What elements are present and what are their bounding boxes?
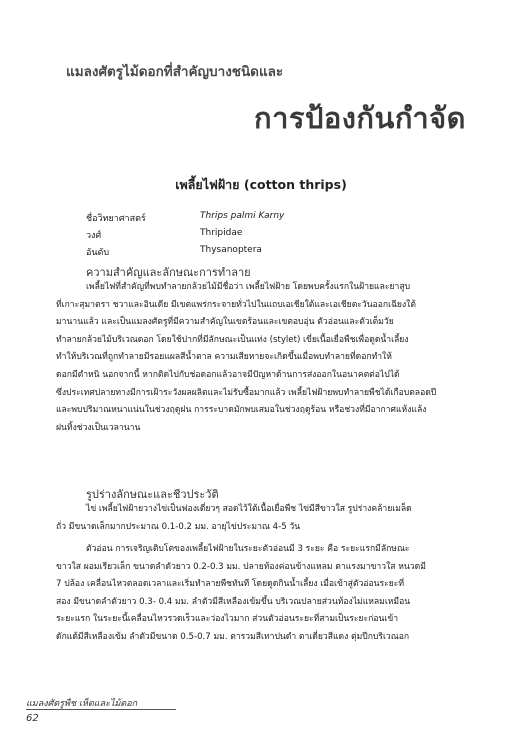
text-line: ระยะแรก ในระยะนี้เคลื่อนไหวรวดเร็วและว่องไวมาก ส่วนตัวอ่อนระยะที่สามเป็นระยะก่อนเข้า	[56, 614, 399, 625]
taxonomy-label: วงศ์	[86, 231, 102, 241]
text-line: ทำให้บริเวณที่ถูกทำลายมีรอยแผลสีน้ำตาล ความเสียหายจะเกิดขึ้นเมื่อพบทำลายที่ดอกทำให้	[56, 352, 392, 363]
text-line: ไข่ เพลี้ยไฟฝ้ายวางไข่เป็นฟองเดี่ยวๆ สอดไว้ใต้เนื้อเยื่อพืช ไข่มีสีขาวใส รูปร่างคล้ายเมล็ด	[86, 504, 412, 514]
text-line: ถั่ว มีขนาดเล็กมากประมาณ 0.1-0.2 มม. อายุไข่ประมาณ 4-5 วัน	[56, 521, 301, 532]
text-line: สอง มีขนาดลำตัวยาว 0.3- 0.4 มม. ลำตัวมีสีเหลืองเข้มขึ้น บริเวณปลายส่วนท้องไม่แหลมเหมือน	[56, 596, 411, 607]
taxonomy-value: Thysanoptera	[200, 245, 262, 255]
paragraph-nymph	[56, 541, 468, 647]
text-line: มานานแล้ว และเป็นแมลงศัตรูที่มีความสำคัญในเขตร้อนและเขตอบอุ่น ตัวอ่อนและตัวเต็มวัย	[56, 317, 394, 328]
text-line: 7 ปล้อง เคลื่อนไหวตลอดเวลาและเริ่มทำลายพืชทันที โดยดูดกินน้ำเลี้ยง เมื่อเข้าสู่ตัวอ่อนระยะที่	[56, 579, 405, 590]
paragraph-importance	[56, 279, 468, 437]
taxonomy-label: อันดับ	[86, 248, 110, 258]
page-number: 62	[26, 713, 39, 724]
series-title: แมลงศัตรูไม้ดอกที่สำคัญบางชนิดและ	[66, 64, 284, 80]
taxonomy-row-family	[86, 228, 284, 245]
taxonomy-value: Thripidae	[200, 228, 243, 238]
taxonomy-label: ชื่อวิทยาศาสตร์	[86, 214, 146, 224]
text-line: เพลี้ยไฟที่สำคัญที่พบทำลายกล้วยไม้มีชื่อว่า เพลี้ยไฟฝ้าย โดยพบครั้งแรกในฝ้ายและยาสูบ	[86, 282, 411, 292]
footer-divider	[26, 709, 176, 710]
taxonomy-value: Thrips palmi Karny	[200, 211, 285, 221]
taxonomy-row-order	[86, 245, 284, 262]
text-line: ซึ่งประเทศปลายทางมีการเฝ้าระวังผลผลิตและไม่รับซื้อมากแล้ว เพลี้ยไฟฝ้ายพบทำลายพืชได้เกือบตลอดปี	[56, 387, 437, 398]
section-heading-importance: ความสำคัญและลักษณะการทำลาย	[86, 266, 251, 279]
text-line: ตัวอ่อน การเจริญเติบโตของเพลี้ยไฟฝ้ายในระยะตัวอ่อนมี 3 ระยะ คือ ระยะแรกมีลักษณะ	[86, 544, 410, 554]
taxonomy-row-scientific-name	[86, 211, 284, 228]
pest-title: เพลี้ยไฟฝ้าย (cotton thrips)	[175, 177, 347, 192]
text-line: ดอกมีตำหนิ นอกจากนี้ หากติดไปกับช่อดอกแล้วอาจมีปัญหาด้านการส่งออกในอนาคตต่อไปได้	[56, 369, 400, 380]
section-heading-morphology: รูปร่างลักษณะและชีวประวัติ	[86, 488, 219, 501]
text-line: ฝนทิ้งช่วงเป็นเวลานาน	[56, 422, 141, 433]
text-line: ขาวใส ผอมเรียวเล็ก ขนาดลำตัวยาว 0.2-0.3 มม. ปลายท้องค่อนข้างแหลม ตาแรงมาขาวใส หนวดมี	[56, 561, 426, 572]
text-line: และพบปริมาณหนาแน่นในช่วงฤดูฝน การระบาดมักพบเสมอในช่วงฤดูร้อน หรือช่วงที่มีอากาศแห้งแล้ง	[56, 405, 427, 416]
footer-running-title: แมลงศัตรูพืช เห็ดและไม้ดอก	[26, 699, 138, 709]
main-title: การป้องกันกำจัด	[254, 101, 466, 135]
text-line: ทำลายกล้วยไม้บริเวณดอก โดยใช้ปากที่มีลักษณะเป็นแท่ง (stylet) เขี่ยเนื้อเยื่อพืชเพื่อดูดน้ำเลี้ยง	[56, 334, 409, 345]
taxonomy-table	[86, 211, 284, 262]
text-line: ดักแด้มีสีเหลืองเข้ม ลำตัวมีขนาด 0.5-0.7 มม. ตารวมสีเทาปนดำ ตาเดี่ยวสีแดง ตุ่มปีกบริเวณอก	[56, 631, 410, 642]
text-line: ที่เกาะสุมาตรา ชวาและอินเดีย มีเขตแพร่กระจายทั่วไปในแถบเอเชียใต้และเอเชียตะวันออกเฉียงใต้	[56, 299, 416, 310]
paragraph-egg	[56, 501, 468, 536]
